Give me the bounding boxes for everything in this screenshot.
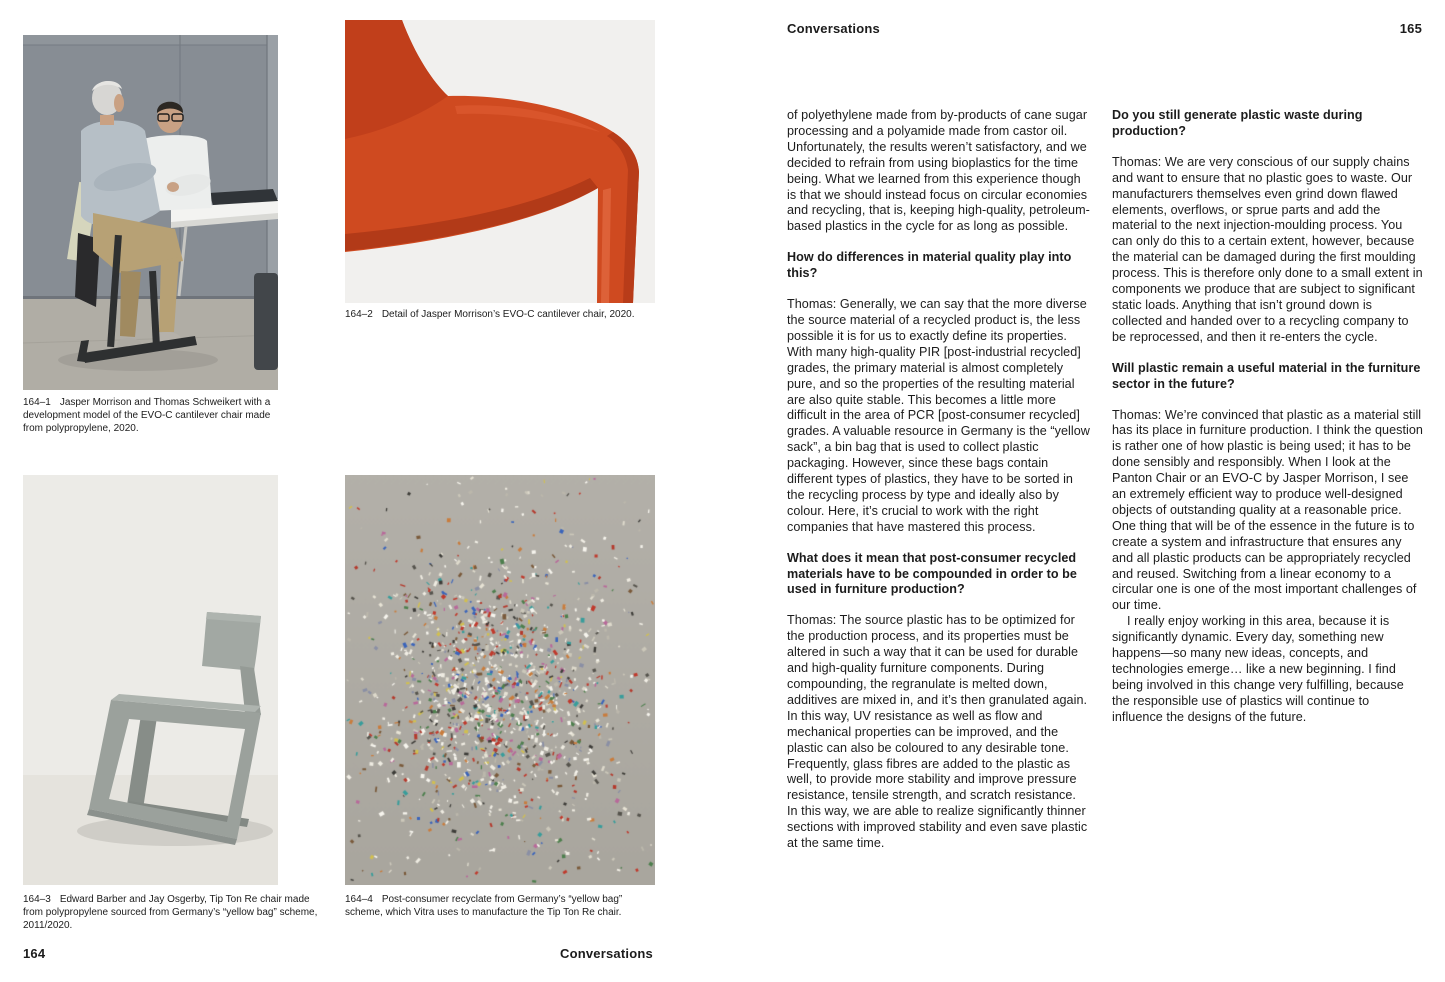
- caption-text: Edward Barber and Jay Osgerby, Tip Ton Re chair made from polypropylene sourced from Germany’s “yellow bag” scheme, 2011/2020.: [23, 894, 318, 931]
- caption-164-3: [23, 893, 323, 932]
- caption-text: Post-consumer recyclate from Germany’s “yellow bag” scheme, which Vitra uses to manufacture the Tip Ton Re chair.: [345, 894, 623, 918]
- interview-column-1: [787, 108, 1090, 867]
- background-chair: [254, 273, 278, 370]
- caption-number: 164–2: [345, 309, 373, 320]
- answer-material-quality: Thomas: Generally, we can say that the more diverse the source material of a recycled product is, the less possible it is for us to exactly define its properties. With many high-quality PIR [post-industrial recycled] grades, the primary material is almost completely pure, and so the properties of the resulting material are also quite stable. This becomes a little more difficult in the area of PCR [post-consumer recycled] grades. A valuable resource in Germany is the “yellow sack”, a bin bag that is used to collect plastic packaging. However, since these bags contain different types of plastics, they have to be sorted in the recycling process by type and ideally also by colour. Here, it’s crucial to work with the right companies that have mastered this process.: [787, 297, 1090, 534]
- caption-number: 164–3: [23, 894, 51, 905]
- caption-text: Detail of Jasper Morrison’s EVO-C cantilever chair, 2020.: [381, 309, 635, 320]
- caption-text: Jasper Morrison and Thomas Schweikert with a development model of the EVO-C cantilever chair made from polypropylene, 2020.: [23, 397, 271, 434]
- answer-plastic-waste: Thomas: We are very conscious of our supply chains and want to ensure that no plastic goes to waste. Our manufacturers themselves even grind down flawed elements, overflows, or sprue parts and add the material to the next injection-moulding process. You can only do this to a certain extent, however, because the material can be damaged during the first moulding process. This is therefore only done to a small extent in components we produce that are subject to significant static loads. Anything that isn’t ground down is collected and handed over to a recycling company to be reprocessed, and then it re-enters the cycle.: [1112, 154, 1423, 344]
- interview-column-2: [1112, 108, 1423, 741]
- caption-164-2: [345, 308, 657, 321]
- answer-compounding: Thomas: The source plastic has to be optimized for the production process, and its properties must be altered in such a way that it can be used for durable and high-quality furniture components. During compounding, the regranulate is melted down, additives are mixed in, and it’s then granulated again. In this way, UV resistance as well as flow and mechanical properties can be improved, and the plastic can also be coloured to any desirable tone. Frequently, glass fibres are added to the plastic as well, to provide more stability and improve pressure resistance, tensile strength, and scratch resistance. In this way, we are able to realize significantly thinner sections with improved stability and even save plastic at the same time.: [787, 613, 1088, 851]
- recyclate-canvas: [345, 475, 655, 885]
- answer-future-material-closing: I really enjoy working in this area, because it is significantly dynamic. Every day, something new happens—so many new ideas, concepts, and technologies emerge… like a new beginning. I find being involved in this change very fulfilling, because the responsible use of plastics will continue to influence the designs of the future.: [1112, 614, 1404, 724]
- caption-164-1: [23, 396, 291, 435]
- question-compounding: What does it mean that post-consumer recycled materials have to be compounded in order to be used in furniture production?: [787, 550, 1077, 597]
- caption-number: 164–1: [23, 397, 51, 408]
- question-plastic-waste: Do you still generate plastic waste during production?: [1112, 108, 1363, 138]
- tipton-chair-illustration: [23, 475, 278, 885]
- figure-164-2-photo: [345, 20, 655, 303]
- paragraph-continuation: of polyethylene made from by-products of cane sugar processing and a polyamide made from castor oil. Unfortunately, the results weren’t satisfactory, and we decided to refrain from using bioplastics for the time being. What we learned from this experience though is that we should instead focus on circular economies and recycling, that is, keeping high-quality, petroleum-based plastics in the cycle for as long as possible.: [787, 108, 1090, 234]
- caption-number: 164–4: [345, 894, 373, 905]
- meeting-photo-illustration: [23, 35, 278, 390]
- answer-future-material: Thomas: We’re convinced that plastic as a material still has its place in furniture production. I think the question is rather one of how plastic is being used; it has to be done sensibly and responsibly. When I look at the Panton Chair or an EVO-C by Jasper Morrison, I see an extremely efficient way to produce well-designed objects of outstanding quality at a reasonable price. One thing that will be of the essence in the future is to create a system and infrastructure that ensures any and all plastic products can be appropriately recycled and reused. Switching from a linear economy to a circular one is one of the most important challenges of our time.: [1112, 407, 1423, 613]
- left-page-section-footer: Conversations: [560, 946, 653, 961]
- question-future-material: Will plastic remain a useful material in the furniture sector in the future?: [1112, 360, 1421, 391]
- figure-164-4-photo: [345, 475, 655, 885]
- caption-164-4: [345, 893, 657, 919]
- left-page-number: 164: [23, 946, 46, 961]
- right-page-section-header: Conversations: [787, 21, 880, 36]
- figure-164-3-photo: [23, 475, 278, 885]
- question-material-quality: How do differences in material quality play into this?: [787, 250, 1072, 281]
- right-page-number: 165: [1399, 21, 1422, 36]
- evoc-chair-illustration: [345, 20, 655, 303]
- figure-164-1-photo: [23, 35, 278, 390]
